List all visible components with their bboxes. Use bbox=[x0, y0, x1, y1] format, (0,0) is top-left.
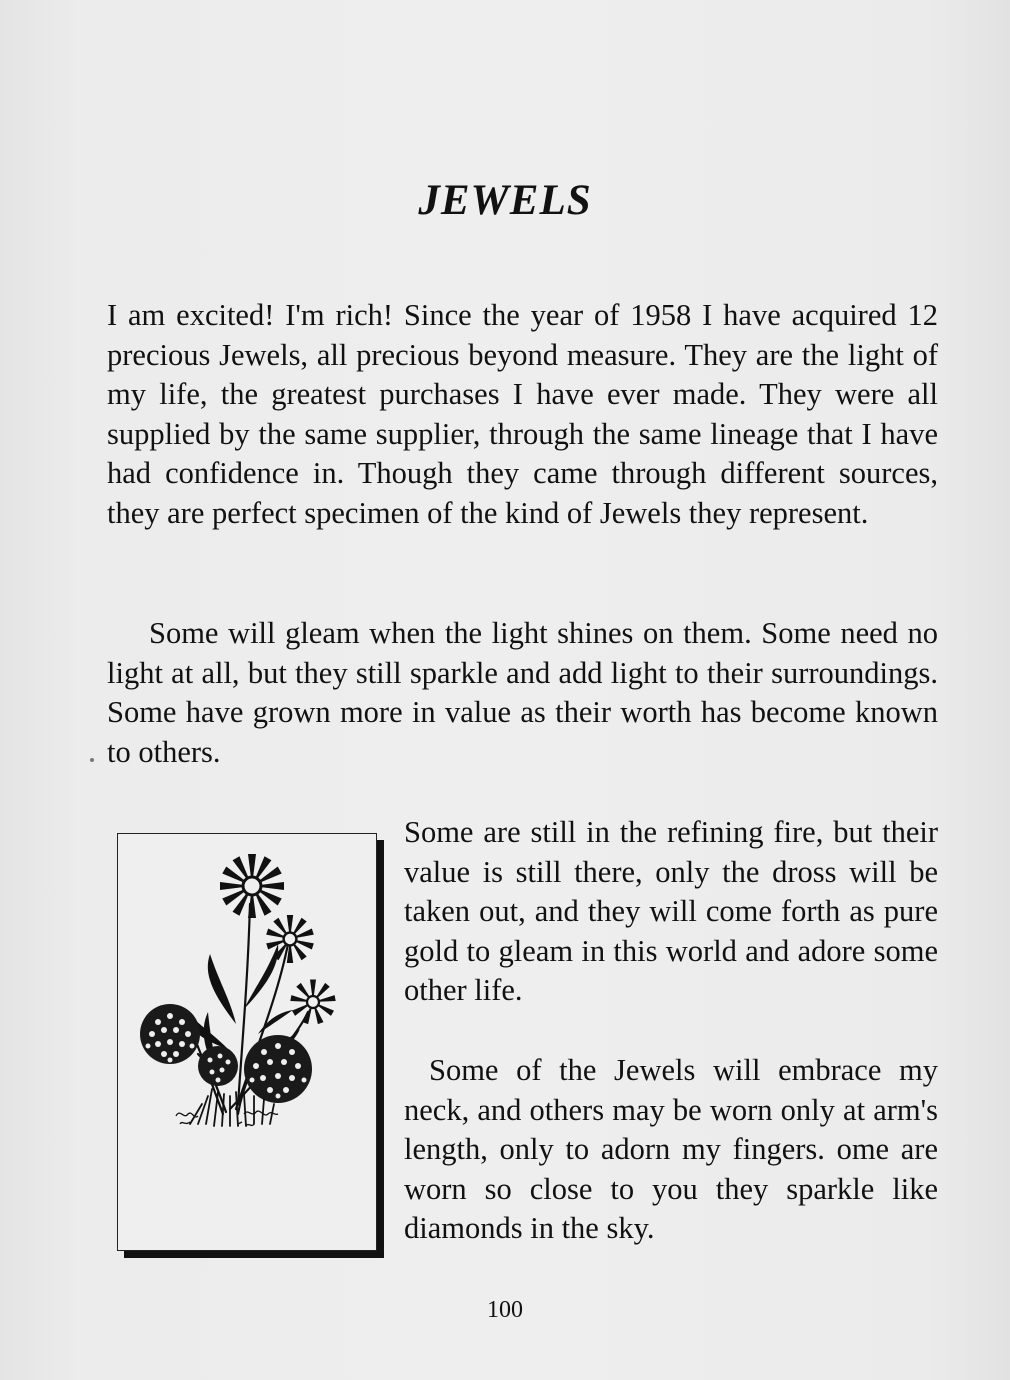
paragraph-intro: I am excited! I'm rich! Since the year of 1958 I have acquired 12 precious Jewels, all precious beyond measure. They are the light of my life, the greatest purchases I have ever made. They were all supplied by the same supplier, through the same lineage that I have had confidence in. Though they came through different sources, they are perfect specimen of the kind of Jewels they represent. bbox=[107, 298, 938, 530]
page-number: 100 bbox=[487, 1297, 523, 1323]
paragraph-refining: Some are still in the refining fire, but their value is still there, only the dross will be taken out, and they will come forth as pure gold to gleam in this world and adore some other life. bbox=[404, 815, 938, 1008]
flower-illustration bbox=[117, 833, 377, 1251]
paragraph-gleam: Some will gleam when the light shines on them. Some need no light at all, but they still sparkle and add light to their surroundings. Some have grown more in value as their worth has become known to others. bbox=[107, 616, 938, 769]
page-title: JEWELS bbox=[418, 177, 592, 224]
paragraph-embrace: Some of the Jewels will embrace my neck, and others may be worn only at arm's length, only to adorn my fingers. ome are worn so close to you they sparkle like diamonds in the sky. bbox=[404, 1053, 938, 1246]
flower-bouquet-icon bbox=[118, 834, 376, 1250]
margin-mark bbox=[90, 758, 94, 762]
